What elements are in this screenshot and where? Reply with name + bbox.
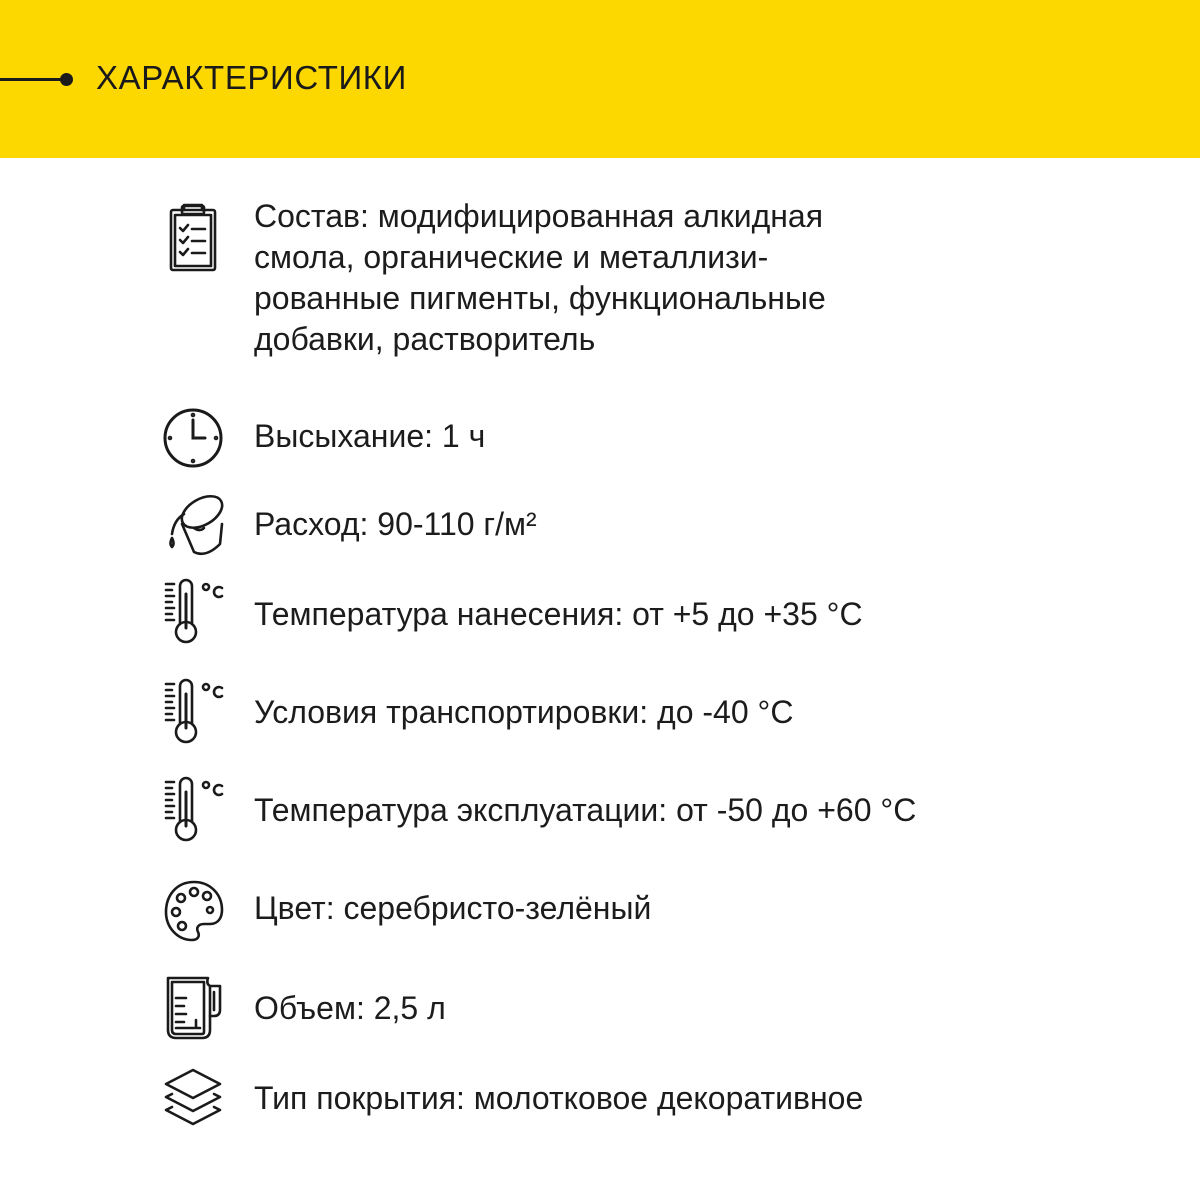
spec-text-drying bbox=[254, 416, 485, 457]
paint-bucket-pour-icon bbox=[160, 490, 226, 560]
thermometer-icon bbox=[160, 776, 226, 846]
layers-icon bbox=[160, 1064, 226, 1134]
spec-line: смола, органические и металлизи- bbox=[254, 239, 769, 275]
clipboard-checklist-icon bbox=[160, 202, 226, 272]
header-line-decoration bbox=[0, 78, 64, 81]
spec-line: Расход: 90-110 г/м² bbox=[254, 506, 537, 542]
spec-line: Тип покрытия: молотковое декоративное bbox=[254, 1080, 864, 1116]
palette-icon bbox=[160, 876, 226, 946]
spec-text-operating-temperature bbox=[254, 790, 916, 831]
header-dot-decoration bbox=[60, 73, 73, 86]
spec-line: Условия транспортировки: до -40 °С bbox=[254, 694, 794, 730]
spec-line: Температура нанесения: от +5 до +35 °С bbox=[254, 596, 863, 632]
spec-text-color bbox=[254, 888, 651, 929]
header-banner bbox=[0, 0, 1200, 158]
page-title: ХАРАКТЕРИСТИКИ bbox=[96, 59, 407, 96]
spec-line: Цвет: серебристо-зелёный bbox=[254, 890, 652, 926]
spec-line: добавки, растворитель bbox=[254, 321, 596, 357]
clock-icon bbox=[160, 404, 226, 474]
spec-text-coating-type bbox=[254, 1078, 863, 1119]
spec-line: Объем: 2,5 л bbox=[254, 990, 446, 1026]
spec-line: Состав: модифицированная алкидная bbox=[254, 198, 824, 234]
thermometer-icon bbox=[160, 578, 226, 648]
thermometer-icon bbox=[160, 678, 226, 748]
measuring-jug-icon bbox=[160, 972, 226, 1042]
spec-text-application-temperature bbox=[254, 594, 863, 635]
spec-text-transport-conditions bbox=[254, 692, 793, 733]
spec-line: рованные пигменты, функциональные bbox=[254, 280, 826, 316]
spec-text-composition bbox=[254, 196, 826, 360]
spec-line: Высыхание: 1 ч bbox=[254, 418, 486, 454]
spec-line: Температура эксплуатации: от -50 до +60 °С bbox=[254, 792, 917, 828]
spec-text-consumption bbox=[254, 504, 537, 545]
spec-text-volume bbox=[254, 988, 446, 1029]
